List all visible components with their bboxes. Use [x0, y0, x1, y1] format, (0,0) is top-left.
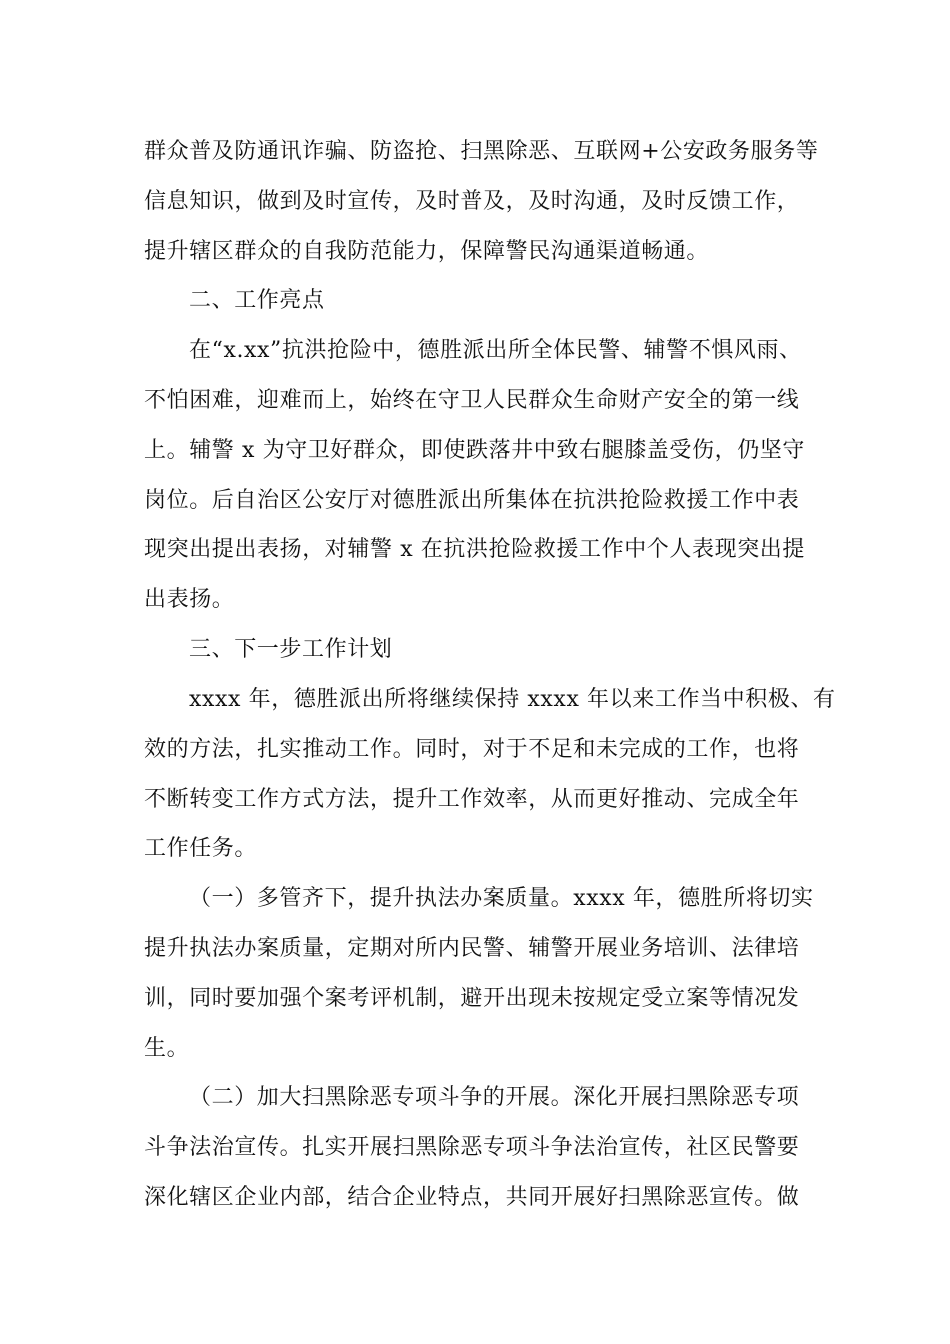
paragraph-line: 在“x.xx”抗洪抢险中，德胜派出所全体民警、辅警不惧风雨、 [189, 338, 802, 363]
paragraph-line: （二）加大扫黑除恶专项斗争的开展。深化开展扫黑除恶专项 [189, 1085, 800, 1110]
paragraph-line: 斗争法治宣传。扎实开展扫黑除恶专项斗争法治宣传，社区民警要 [144, 1135, 800, 1160]
paragraph-line: 提升辖区群众的自我防范能力，保障警民沟通渠道畅通。 [144, 239, 710, 264]
paragraph-line: 上。辅警 x 为守卫好群众，即使跌落井中致右腿膝盖受伤，仍坚守 [144, 438, 805, 463]
paragraph-line: （一）多管齐下，提升执法办案质量。xxxx 年，德胜所将切实 [189, 886, 814, 911]
paragraph-line: 不断转变工作方式方法，提升工作效率，从而更好推动、完成全年 [144, 787, 800, 812]
paragraph-line: 出表扬。 [144, 587, 235, 612]
paragraph-line: 深化辖区企业内部，结合企业特点，共同开展好扫黑除恶宣传。做 [144, 1185, 800, 1210]
paragraph-line: 现突出提出表扬，对辅警 x 在抗洪抢险救援工作中个人表现突出提 [144, 537, 805, 562]
section-heading: 二、工作亮点 [189, 288, 325, 313]
paragraph-line: 群众普及防通讯诈骗、防盗抢、扫黑除恶、互联网+公安政务服务等 [144, 139, 819, 164]
paragraph-line: 不怕困难，迎难而上，始终在守卫人民群众生命财产安全的第一线 [144, 388, 800, 413]
paragraph-line: 生。 [144, 1036, 190, 1061]
paragraph-line: 信息知识，做到及时宣传，及时普及，及时沟通，及时反馈工作， [144, 189, 800, 214]
paragraph-line: 工作任务。 [144, 836, 258, 861]
paragraph-line: xxxx 年，德胜派出所将继续保持 xxxx 年以来工作当中积极、有 [189, 687, 836, 712]
paragraph-line: 效的方法，扎实推动工作。同时，对于不足和未完成的工作，也将 [144, 737, 800, 762]
paragraph-line: 训，同时要加强个案考评机制，避开出现未按规定受立案等情况发 [144, 986, 800, 1011]
paragraph-line: 提升执法办案质量，定期对所内民警、辅警开展业务培训、法律培 [144, 936, 800, 961]
paragraph-line: 岗位。后自治区公安厅对德胜派出所集体在抗洪抢险救援工作中表 [144, 488, 800, 513]
section-heading: 三、下一步工作计划 [189, 637, 393, 662]
